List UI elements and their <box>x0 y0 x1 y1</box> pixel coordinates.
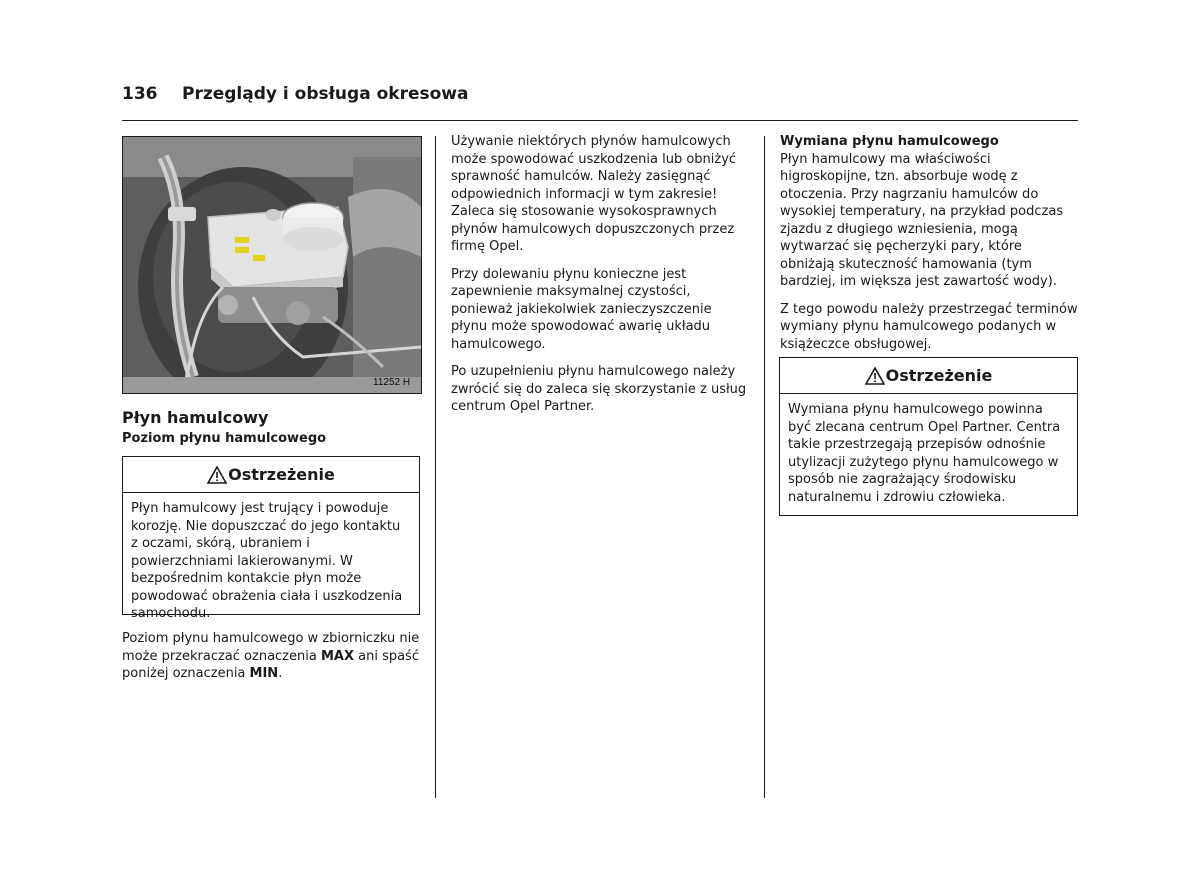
column-divider-2 <box>764 136 765 798</box>
warning-title: Ostrzeżenie <box>885 366 993 385</box>
warning-triangle-icon <box>207 466 227 484</box>
page-number: 136 <box>122 84 158 104</box>
warning-header <box>780 358 1077 394</box>
section-title: Płyn hamulcowy <box>122 408 269 427</box>
warning-box-disposal <box>779 357 1078 516</box>
warning-header <box>123 457 419 493</box>
column-divider-1 <box>435 136 436 798</box>
warning-title: Ostrzeżenie <box>228 465 335 484</box>
warning-triangle-icon <box>865 367 885 385</box>
warning-body: Płyn hamulcowy jest trujący i powoduje korozję. Nie dopuszczać do jego kontaktu z oczami, skórą, ubraniem i powierzchniami lakierowanymi. W bezpośrednim kontakcie płyn może powodować obrażenia ciała i uszkodzenia samochodu. <box>131 501 403 621</box>
max-mark: MAX <box>320 648 354 664</box>
paragraph-hygroscopic: Płyn hamulcowy ma właściwości higroskopijne, tzn. absorbuje wodę z otoczenia. Przy nagrzaniu hamulców do wysokiej temperatury, na przykład podczas zjazdu z długiego wzniesienia, mogą wytwarzać się pęcherzyki pary, które obniżają skuteczność hamowania (tym bardziej, im większa jest zawartość wody). <box>780 151 1064 289</box>
brake-fluid-reservoir-photo <box>122 136 422 394</box>
paragraph-cleanliness: Przy dolewaniu płynu konieczne jest zapewnienie maksymalnej czystości, ponieważ jakiekolwiek zanieczyszczenie płynu może spowodować awarię układu hamulcowego. <box>451 266 712 352</box>
figure-label: 11252 H <box>373 377 411 388</box>
subsection-title: Poziom płynu hamulcowego <box>122 431 327 446</box>
warning-box-toxic <box>122 456 420 621</box>
level-paragraph: Poziom płynu hamulcowego w zbiorniczku nie może przekraczać oznaczenia MAX ani spaść poniżej oznaczenia MIN. <box>122 631 420 681</box>
paragraph-fluid-quality: Używanie niektórych płynów hamulcowych może spowodować uszkodzenia lub obniżyć sprawność hamulców. Należy zasięgnąć odpowiednich informacji w tym zakresie! Zaleca się stosowanie wysokosprawnych płynów hamulcowych dopuszczonych przez firmę Opel. <box>451 134 737 254</box>
min-mark: MIN <box>249 666 279 681</box>
middle-column <box>451 133 751 426</box>
paragraph-after-refill: Po uzupełnieniu płynu hamulcowego należy zwrócić się do zaleca się skorzystanie z usług centrum Opel Partner. <box>451 364 747 414</box>
replacement-heading: Wymiana płynu hamulcowego <box>780 134 999 149</box>
warning-body: Wymiana płynu hamulcowego powinna być zlecana centrum Opel Partner. Centra takie przestrzegają przepisów odnośnie utylizacji zużytego płynu hamulcowego w sposób nie zagrażający środowisku naturalnemu i zdrowiu człowieka. <box>788 402 1061 505</box>
right-column <box>780 133 1080 363</box>
header-rule <box>122 120 1078 121</box>
page-title: Przeglądy i obsługa okresowa <box>182 84 469 104</box>
paragraph-intervals: Z tego powodu należy przestrzegać terminów wymiany płynu hamulcowego podanych w książeczce obsługowej. <box>780 301 1078 352</box>
